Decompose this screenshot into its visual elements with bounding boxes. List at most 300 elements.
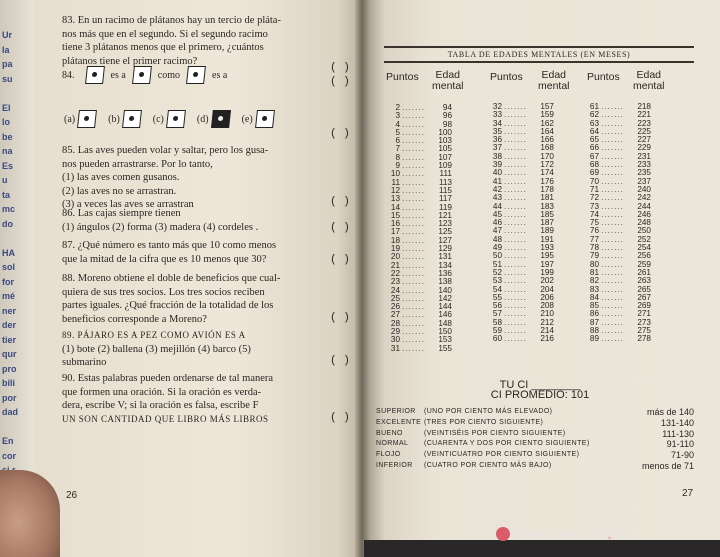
dot-leader: ....... [601, 301, 624, 311]
header-edad-1 [432, 70, 464, 92]
age-cell: 248 [637, 218, 651, 228]
points-cell: 54 [492, 284, 502, 294]
option-label: (c) [152, 113, 164, 125]
age-cell: 131 [438, 252, 452, 262]
dot-leader: ....... [504, 292, 527, 302]
class-description: (VEINTICUATRO POR CIENTO SIGUIENTE) [424, 451, 580, 459]
points-cell: 45 [492, 209, 502, 219]
age-cell: 227 [637, 135, 651, 145]
age-cell: 197 [540, 259, 554, 269]
answer-paren-85: ( ) [330, 196, 350, 208]
question-line: quiera de sus tres socios. Los tres socios reciben [62, 286, 265, 298]
question-line: (2) las aves no se arrastran. [62, 185, 177, 197]
age-cell: 242 [637, 193, 651, 203]
points-cell: 11 [391, 177, 400, 187]
age-cell: 166 [540, 135, 554, 145]
dot-leader: ....... [504, 135, 527, 145]
dot-leader: ....... [504, 284, 527, 294]
sliver-line: pro [2, 363, 17, 374]
sliver-line: u [2, 175, 8, 185]
sliver-line: be [2, 131, 13, 142]
header-edad-label: Edad [636, 69, 662, 81]
points-cell: 53 [492, 276, 502, 286]
points-cell: 70 [589, 176, 599, 186]
age-cell: 153 [438, 335, 452, 345]
age-cell: 178 [540, 184, 554, 194]
sliver-line: su [2, 73, 13, 84]
class-label: FLOJO [376, 451, 401, 459]
points-cell: 56 [492, 301, 502, 311]
points-cell: 73 [589, 201, 599, 211]
dot-leader: ....... [504, 276, 527, 286]
points-cell: 61 [589, 102, 599, 111]
dot-leader: ....... [601, 151, 624, 161]
points-cell: 40 [492, 168, 502, 178]
sliver-line [2, 86, 34, 101]
header-mental-label: mental [633, 80, 665, 92]
dot-leader: ....... [601, 126, 624, 136]
dot-leader: ....... [402, 310, 425, 320]
table-column-1 [383, 104, 452, 353]
age-cell: 181 [540, 193, 554, 203]
age-cell: 252 [637, 234, 651, 244]
question-line: plátanos tiene el primer racimo? [62, 55, 198, 67]
sliver-line: sol [2, 262, 16, 272]
age-cell: 275 [637, 326, 651, 336]
dot-leader: ....... [402, 335, 425, 345]
question-line: (1) ángulos (2) forma (3) madera (4) cordeles . [62, 221, 259, 233]
q84-es-a: es a [110, 69, 126, 81]
age-cell: 204 [540, 284, 554, 294]
question-line: 88. Moreno obtiene el doble de beneficios que cual- [62, 273, 281, 284]
points-cell: 84 [589, 292, 599, 302]
dot-leader: ....... [402, 161, 425, 171]
book-spine [355, 0, 369, 557]
header-puntos-1: Puntos [386, 71, 419, 83]
dot-leader: ....... [402, 227, 425, 237]
question-line: 85. Las aves pueden volar y saltar, pero los gusa- [62, 145, 269, 156]
sliver-line: ta [2, 189, 11, 200]
dot-leader: ....... [402, 219, 425, 229]
age-cell: 218 [637, 102, 651, 111]
watermark-tld: net [611, 526, 634, 542]
age-cell: 246 [637, 209, 651, 219]
dot-leader: ....... [402, 202, 425, 212]
points-cell: 30 [390, 335, 400, 345]
dot-leader: ....... [601, 176, 624, 186]
points-cell: 32 [492, 102, 502, 111]
class-description: (TRES POR CIENTO SIGUIENTE) [424, 418, 544, 426]
header-edad-2 [538, 70, 570, 92]
age-cell: 259 [637, 259, 651, 269]
age-cell: 109 [438, 161, 452, 171]
sliver-line: lo [2, 117, 10, 127]
class-label: NORMAL [376, 440, 409, 448]
age-cell: 94 [442, 103, 452, 112]
age-cell: 127 [438, 235, 452, 245]
dot-leader: ....... [402, 235, 425, 245]
q84-como: como [157, 69, 180, 81]
sliver-line: ner [2, 305, 17, 316]
age-cell: 221 [637, 110, 651, 120]
tu-ci: TU CI ________ [499, 379, 581, 391]
dot-leader: ....... [504, 267, 527, 277]
points-cell: 80 [589, 259, 599, 269]
question-line: partes iguales. ¿Qué fracción de la totalidad de los [62, 300, 274, 311]
points-cell: 27 [390, 310, 400, 320]
sliver-line: mé [2, 291, 16, 301]
age-cell: 202 [540, 276, 554, 286]
age-cell: 107 [438, 152, 452, 162]
points-cell: 81 [589, 267, 599, 277]
age-cell: 269 [637, 301, 651, 311]
points-cell: 51 [492, 259, 502, 269]
dot-leader: ....... [402, 194, 425, 204]
dot-leader: ....... [601, 317, 624, 327]
classification-row [376, 418, 694, 429]
sliver-line: der [2, 320, 17, 330]
age-cell: 278 [637, 334, 651, 344]
age-cell: 168 [540, 143, 554, 153]
sliver-line: tier [2, 334, 17, 345]
points-cell: 55 [492, 292, 502, 302]
question-line: que la mitad de la cifra que es 10 menos que 30? [62, 253, 267, 265]
dot-leader: ....... [402, 136, 425, 146]
age-cell: 159 [540, 110, 554, 120]
dot-leader: ....... [402, 244, 425, 254]
points-cell: 86 [589, 309, 599, 319]
age-cell: 142 [438, 293, 452, 303]
points-cell: 47 [492, 226, 502, 236]
answer-paren-89: ( ) [330, 355, 350, 367]
age-cell: 176 [540, 176, 554, 186]
question-line: 83. En un racimo de plátanos hay un tercio de pláta- [62, 15, 281, 26]
ci-classification [376, 407, 694, 472]
age-cell: 115 [438, 185, 452, 195]
dot-leader: ....... [402, 119, 425, 129]
points-cell: 62 [589, 110, 599, 120]
table-title: TABLA DE EDADES MENTALES (EN MESES) [447, 50, 631, 59]
age-cell: 113 [438, 177, 452, 187]
class-range: 131-140 [660, 417, 694, 428]
points-cell: 3 [395, 111, 400, 121]
dot-leader: ....... [601, 243, 624, 253]
age-cell: 199 [540, 267, 554, 277]
question-line: nos pueden arrastrarse. Por lo tanto, [62, 158, 213, 170]
points-cell: 16 [390, 219, 400, 229]
dot-leader: ....... [601, 259, 624, 269]
question-86 [62, 207, 352, 234]
points-cell: 88 [589, 326, 599, 336]
dot-leader: ....... [504, 118, 527, 128]
option-label: (e) [241, 113, 253, 125]
points-cell: 44 [492, 201, 502, 211]
sliver-line: dad [2, 407, 19, 417]
dot-leader: ....... [504, 309, 527, 319]
points-cell: 10 [390, 169, 400, 179]
dot-leader: ....... [504, 184, 527, 194]
dot-leader: ....... [601, 326, 624, 336]
points-cell: 4 [395, 119, 400, 129]
dot-leader: ....... [504, 334, 527, 344]
question-83 [62, 14, 352, 68]
points-cell: 5 [395, 127, 400, 137]
sliver-line: cor [2, 450, 17, 461]
points-cell: 2 [395, 103, 400, 112]
dot-leader: ....... [402, 127, 425, 137]
age-cell: 170 [540, 151, 554, 161]
classification-row [376, 450, 694, 461]
class-range: menos de 71 [641, 460, 694, 471]
dot-leader: ....... [504, 126, 527, 136]
age-cell: 150 [438, 327, 452, 337]
points-cell: 57 [492, 309, 502, 319]
age-cell: 208 [540, 301, 554, 311]
question-line: dera, escribe V; si la oración es falsa, escribe F [62, 400, 259, 411]
age-cell: 237 [637, 176, 651, 186]
question-87 [62, 239, 352, 266]
question-84-row1 [62, 66, 231, 84]
sliver-line: mc [2, 204, 16, 214]
points-cell: 28 [390, 318, 400, 328]
age-cell: 273 [637, 317, 651, 327]
class-label: BUENO [376, 429, 403, 437]
ci-promedio: CI PROMEDIO: 101 [490, 389, 590, 401]
header-mental-label: mental [538, 80, 570, 92]
question-line: 87. ¿Qué número es tanto más que 10 como menos [62, 240, 277, 251]
sliver-line: por [2, 392, 17, 403]
dot-leader: ....... [504, 102, 527, 111]
age-cell: 157 [540, 102, 554, 111]
points-cell: 71 [589, 184, 599, 194]
points-cell: 50 [492, 251, 502, 261]
age-cell: 155 [438, 343, 452, 353]
class-label: INFERIOR [376, 461, 413, 469]
age-cell: 223 [637, 118, 651, 128]
age-cell: 96 [442, 111, 452, 121]
points-cell: 68 [589, 160, 599, 170]
points-cell: 37 [492, 143, 502, 153]
table-row [383, 345, 452, 353]
sliver-line: la [2, 44, 10, 55]
points-cell: 17 [390, 227, 400, 237]
points-cell: 59 [492, 326, 502, 336]
sliver-line: Es [2, 160, 14, 171]
age-cell: 206 [540, 292, 554, 302]
age-cell: 244 [637, 201, 651, 211]
points-cell: 65 [589, 135, 599, 145]
q84-number: 84. [62, 69, 75, 81]
dot-leader: ....... [601, 201, 624, 211]
dot-leader: ....... [601, 276, 624, 286]
age-cell: 271 [637, 309, 651, 319]
age-cell: 148 [438, 318, 452, 328]
age-cell: 138 [438, 277, 452, 287]
sliver-text [2, 28, 34, 536]
age-cell: 261 [637, 267, 651, 277]
points-cell: 22 [390, 268, 400, 278]
dot-leader: ....... [402, 152, 425, 162]
question-line: tiene 3 plátanos menos que el primero, ¿cuántos [62, 42, 264, 53]
dot-leader: ....... [504, 226, 527, 236]
question-85 [62, 144, 352, 212]
dot-leader: ....... [402, 144, 425, 154]
points-cell: 18 [390, 235, 400, 245]
points-cell: 15 [390, 210, 400, 220]
table-rule-top [384, 46, 694, 48]
points-cell: 25 [390, 293, 400, 303]
dot-leader: ....... [601, 267, 624, 277]
class-description: (CUARENTA Y DOS POR CIENTO SIGUIENTE) [424, 440, 590, 448]
points-cell: 76 [589, 226, 599, 236]
dot-leader: ....... [504, 160, 527, 170]
watermark-brand: todocoleccion [510, 526, 608, 542]
dot-leader: ....... [601, 218, 624, 228]
dot-leader: ....... [402, 318, 425, 328]
points-cell: 58 [492, 317, 502, 327]
dot-leader: ....... [504, 218, 527, 228]
class-range: 91-110 [666, 439, 694, 450]
question-line: (1) las aves comen gusanos. [62, 172, 180, 183]
dot-leader: ....... [402, 252, 425, 262]
watermark [510, 526, 633, 542]
points-cell: 63 [589, 118, 599, 128]
header-puntos-3: Puntos [587, 71, 620, 83]
class-label: SUPERIOR [376, 408, 416, 415]
dot-leader: ....... [504, 143, 527, 153]
question-88 [62, 272, 352, 326]
age-cell: 250 [637, 226, 651, 236]
age-cell: 129 [438, 244, 452, 254]
age-cell: 191 [540, 234, 554, 244]
points-cell: 26 [390, 302, 400, 312]
dot-leader: ....... [504, 201, 527, 211]
points-cell: 12 [390, 185, 400, 195]
points-cell: 87 [589, 317, 599, 327]
sliver-line: do [2, 218, 13, 229]
dot-leader: ....... [504, 209, 527, 219]
dot-leader: ....... [504, 110, 527, 120]
age-cell: 136 [438, 268, 452, 278]
answer-paren-87: ( ) [330, 254, 350, 266]
age-cell: 117 [438, 194, 452, 204]
dot-leader: ....... [601, 135, 624, 145]
dot-leader: ....... [601, 226, 624, 236]
points-cell: 6 [395, 136, 400, 146]
points-cell: 66 [589, 143, 599, 153]
dot-leader: ....... [504, 301, 527, 311]
points-cell: 7 [395, 144, 400, 154]
cube-icon [255, 110, 275, 128]
age-cell: 256 [637, 251, 651, 261]
dot-leader: ....... [402, 111, 425, 121]
points-cell: 72 [589, 193, 599, 203]
dot-leader: ....... [601, 102, 624, 111]
question-line: 89. PÁJARO ES A PEZ COMO AVIÓN ES A [62, 330, 246, 340]
points-cell: 60 [492, 334, 502, 344]
sliver-line: El [2, 102, 11, 113]
points-cell: 48 [492, 234, 502, 244]
dot-leader: ....... [601, 143, 624, 153]
age-cell: 225 [637, 126, 651, 136]
dot-leader: ....... [601, 110, 624, 120]
dot-leader: ....... [504, 176, 527, 186]
q84-es-a2: es a [212, 69, 228, 81]
header-puntos-2: Puntos [490, 71, 523, 83]
points-cell: 38 [492, 151, 502, 161]
points-cell: 78 [589, 243, 599, 253]
classification-row [376, 439, 694, 450]
question-line: UN SON CANTIDAD QUE LIBRO MÁS LIBROS [62, 413, 269, 424]
points-cell: 67 [589, 151, 599, 161]
sliver-line: pa [2, 59, 13, 69]
class-label: EXCELENTE [376, 418, 422, 426]
header-edad-label: Edad [541, 69, 567, 81]
age-cell: 189 [540, 226, 554, 236]
age-cell: 229 [637, 143, 651, 153]
age-cell: 214 [540, 326, 554, 336]
points-cell: 19 [390, 244, 400, 254]
sliver-line: En [2, 436, 14, 446]
age-cell: 162 [540, 118, 554, 128]
dot-leader: ....... [601, 209, 624, 219]
table-row [582, 335, 651, 343]
question-line: beneficios corresponde a Moreno? [62, 313, 207, 325]
page-number-right: 27 [682, 488, 694, 499]
header-mental-label: mental [432, 80, 464, 92]
dot-leader: ....... [504, 326, 527, 336]
dot-leader: ....... [601, 193, 624, 203]
sliver-line: bili [2, 378, 15, 388]
age-cell: 187 [540, 218, 554, 228]
age-cell: 125 [438, 227, 452, 237]
answer-paren-84b: ( ) [330, 128, 350, 140]
dot-leader: ....... [402, 327, 425, 337]
points-cell: 83 [589, 284, 599, 294]
age-cell: 103 [438, 136, 452, 146]
points-cell: 42 [492, 184, 502, 194]
sliver-line: HA [2, 247, 15, 258]
dot-leader: ....... [504, 243, 527, 253]
answer-paren-88: ( ) [330, 312, 350, 324]
class-range: 71-90 [670, 450, 694, 461]
points-cell: 75 [589, 218, 599, 228]
page-number-left: 26 [66, 490, 78, 501]
points-cell: 23 [390, 277, 400, 287]
dot-leader: ....... [402, 293, 425, 303]
age-cell: 144 [438, 302, 452, 312]
sliver-line [2, 231, 34, 246]
age-cell: 185 [540, 209, 554, 219]
dot-leader: ....... [402, 285, 425, 295]
dot-leader: ....... [402, 169, 425, 179]
age-cell: 233 [637, 160, 651, 170]
cube-icon [166, 110, 186, 128]
points-cell: 74 [589, 209, 599, 219]
age-cell: 240 [637, 184, 651, 194]
dot-leader: ....... [402, 210, 425, 220]
dot-leader: ....... [601, 118, 624, 128]
age-cell: 111 [439, 169, 452, 179]
points-cell: 46 [492, 218, 502, 228]
age-cell: 140 [438, 285, 452, 295]
class-description: (CUATRO POR CIENTO MÁS BAJO) [424, 461, 552, 469]
age-cell: 123 [438, 219, 452, 229]
dot-leader: ....... [402, 185, 425, 195]
header-edad-label: Edad [435, 69, 461, 81]
age-cell: 193 [540, 243, 554, 253]
age-cell: 174 [540, 168, 554, 178]
